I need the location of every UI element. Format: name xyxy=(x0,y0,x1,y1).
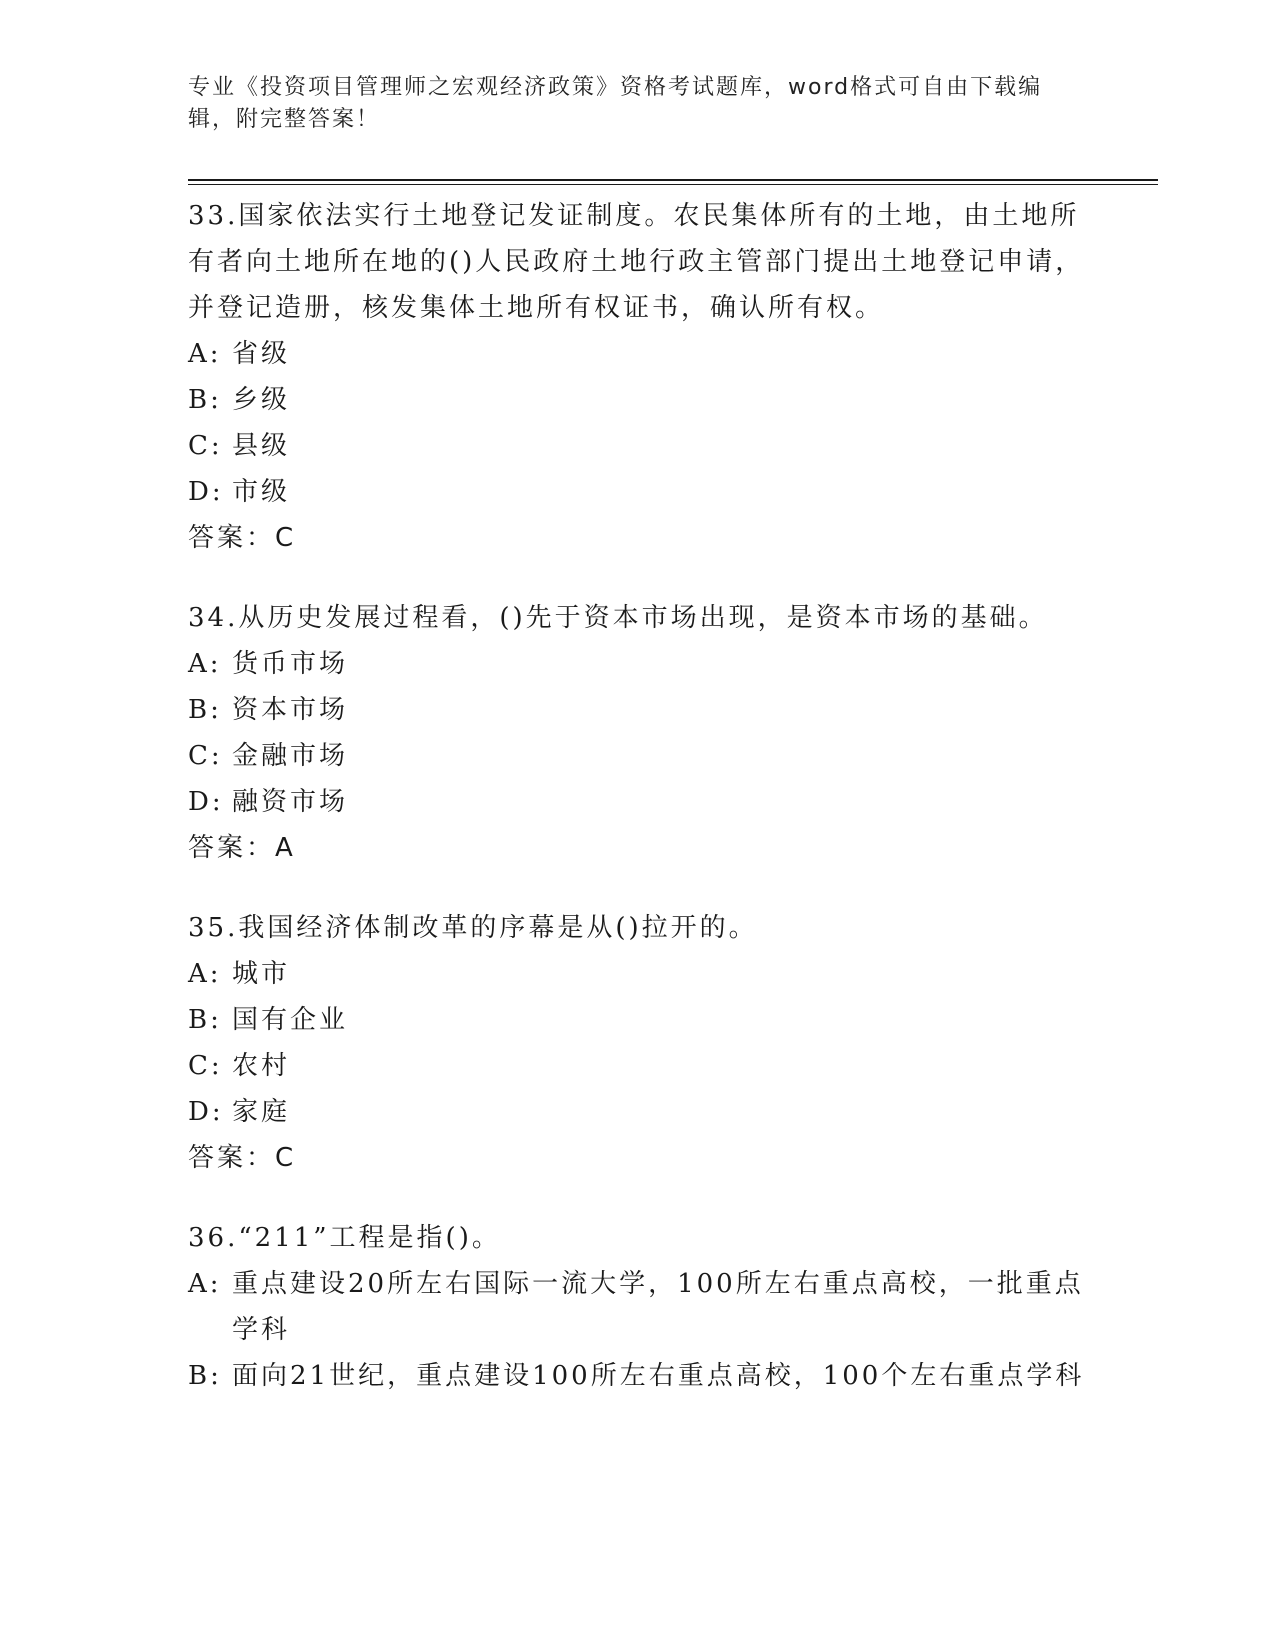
option-key: B: xyxy=(188,695,222,725)
option-b xyxy=(188,997,1088,1043)
option-key: A: xyxy=(188,959,222,989)
option-d xyxy=(188,469,1088,515)
option-text: 金融市场 xyxy=(232,741,349,771)
option-text: 家庭 xyxy=(232,1097,291,1127)
answer-line: 答案：C xyxy=(188,1143,297,1173)
option-b xyxy=(188,687,1088,733)
option-text: 省级 xyxy=(232,339,291,369)
option-d xyxy=(188,1089,1088,1135)
question-list xyxy=(188,193,1088,1433)
option-text: 城市 xyxy=(232,959,291,989)
option-b xyxy=(188,377,1088,423)
option-a xyxy=(188,331,1088,377)
option-key: A: xyxy=(188,649,222,679)
question-36 xyxy=(188,1215,1088,1399)
option-key: B: xyxy=(188,385,222,415)
option-key: A: xyxy=(188,1269,222,1299)
option-key: D: xyxy=(188,787,224,817)
question-stem: 35.我国经济体制改革的序幕是从()拉开的。 xyxy=(188,913,758,943)
option-key: C: xyxy=(188,741,223,771)
option-text: 货币市场 xyxy=(232,649,349,679)
option-key: C: xyxy=(188,1051,223,1081)
question-stem: 33.国家依法实行土地登记发证制度。农民集体所有的土地，由土地所有者向土地所在地的()人民政府土地行政主管部门提出土地登记申请，并登记造册，核发集体土地所有权证书，确认所有权。 xyxy=(188,201,1085,323)
question-stem: 36.“211”工程是指()。 xyxy=(188,1223,501,1253)
option-d xyxy=(188,779,1088,825)
option-b xyxy=(188,1353,1088,1399)
question-stem: 34.从历史发展过程看，()先于资本市场出现，是资本市场的基础。 xyxy=(188,603,1048,633)
option-key: B: xyxy=(188,1005,222,1035)
option-text: 乡级 xyxy=(232,385,291,415)
option-c xyxy=(188,423,1088,469)
option-key: B: xyxy=(188,1361,222,1391)
option-text: 农村 xyxy=(232,1051,291,1081)
answer-line: 答案：A xyxy=(188,833,296,863)
question-34 xyxy=(188,595,1088,871)
option-c xyxy=(188,1043,1088,1089)
option-key: A: xyxy=(188,339,222,369)
option-text: 重点建设20所左右国际一流大学，100所左右重点高校，一批重点学科 xyxy=(232,1269,1084,1345)
option-key: D: xyxy=(188,477,224,507)
header-rule-thick xyxy=(188,179,1158,181)
question-35 xyxy=(188,905,1088,1181)
option-a xyxy=(188,951,1088,997)
document-header: 专业《投资项目管理师之宏观经济政策》资格考试题库，word格式可自由下载编辑，附完整答案！ xyxy=(188,75,1043,132)
option-text: 国有企业 xyxy=(232,1005,349,1035)
option-c xyxy=(188,733,1088,779)
option-key: D: xyxy=(188,1097,224,1127)
option-a xyxy=(188,641,1088,687)
option-text: 市级 xyxy=(232,477,291,507)
option-text: 融资市场 xyxy=(232,787,349,817)
answer-line: 答案：C xyxy=(188,523,297,553)
option-a xyxy=(188,1261,1088,1353)
option-text: 资本市场 xyxy=(232,695,349,725)
header-rule-thin xyxy=(188,184,1158,185)
option-text: 面向21世纪，重点建设100所左右重点高校，100个左右重点学科 xyxy=(232,1361,1085,1391)
option-key: C: xyxy=(188,431,223,461)
question-33 xyxy=(188,193,1088,561)
option-text: 县级 xyxy=(232,431,291,461)
